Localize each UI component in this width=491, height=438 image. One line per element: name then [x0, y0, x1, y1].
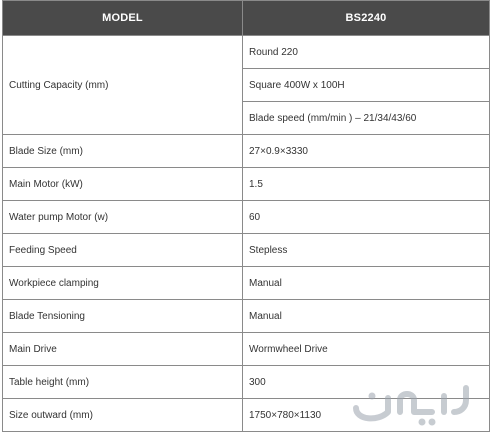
model-header: MODEL: [3, 1, 243, 36]
cutting-capacity-round: Round 220: [243, 36, 490, 69]
table-row: [3, 168, 490, 201]
row-label: Workpiece clamping: [3, 267, 243, 300]
table-row: [3, 234, 490, 267]
cutting-capacity-blade-speed: Blade speed (mm/min ) – 21/34/43/60: [243, 102, 490, 135]
row-value: Wormwheel Drive: [243, 333, 490, 366]
row-value: 1.5: [243, 168, 490, 201]
row-label: Water pump Motor (w): [3, 201, 243, 234]
row-value: 300: [243, 366, 490, 399]
table-row: [3, 267, 490, 300]
row-value: Manual: [243, 300, 490, 333]
table-row: [3, 399, 490, 432]
table-row: [3, 135, 490, 168]
row-label: Feeding Speed: [3, 234, 243, 267]
header-row: [3, 1, 490, 36]
model-value-header: BS2240: [243, 1, 490, 36]
table-row: [3, 333, 490, 366]
row-label: Main Drive: [3, 333, 243, 366]
row-value: 1750×780×1130: [243, 399, 490, 432]
spec-table: [2, 0, 490, 432]
table-row: [3, 300, 490, 333]
row-label: Main Motor (kW): [3, 168, 243, 201]
row-label: Blade Tensioning: [3, 300, 243, 333]
row-value: Stepless: [243, 234, 490, 267]
row-label: Blade Size (mm): [3, 135, 243, 168]
row-label: Table height (mm): [3, 366, 243, 399]
table-row: [3, 36, 490, 69]
row-value: Manual: [243, 267, 490, 300]
table-row: [3, 366, 490, 399]
row-value: 27×0.9×3330: [243, 135, 490, 168]
row-label: Size outward (mm): [3, 399, 243, 432]
row-value: 60: [243, 201, 490, 234]
table-row: [3, 201, 490, 234]
cutting-capacity-label: Cutting Capacity (mm): [3, 36, 243, 135]
cutting-capacity-square: Square 400W x 100H: [243, 69, 490, 102]
